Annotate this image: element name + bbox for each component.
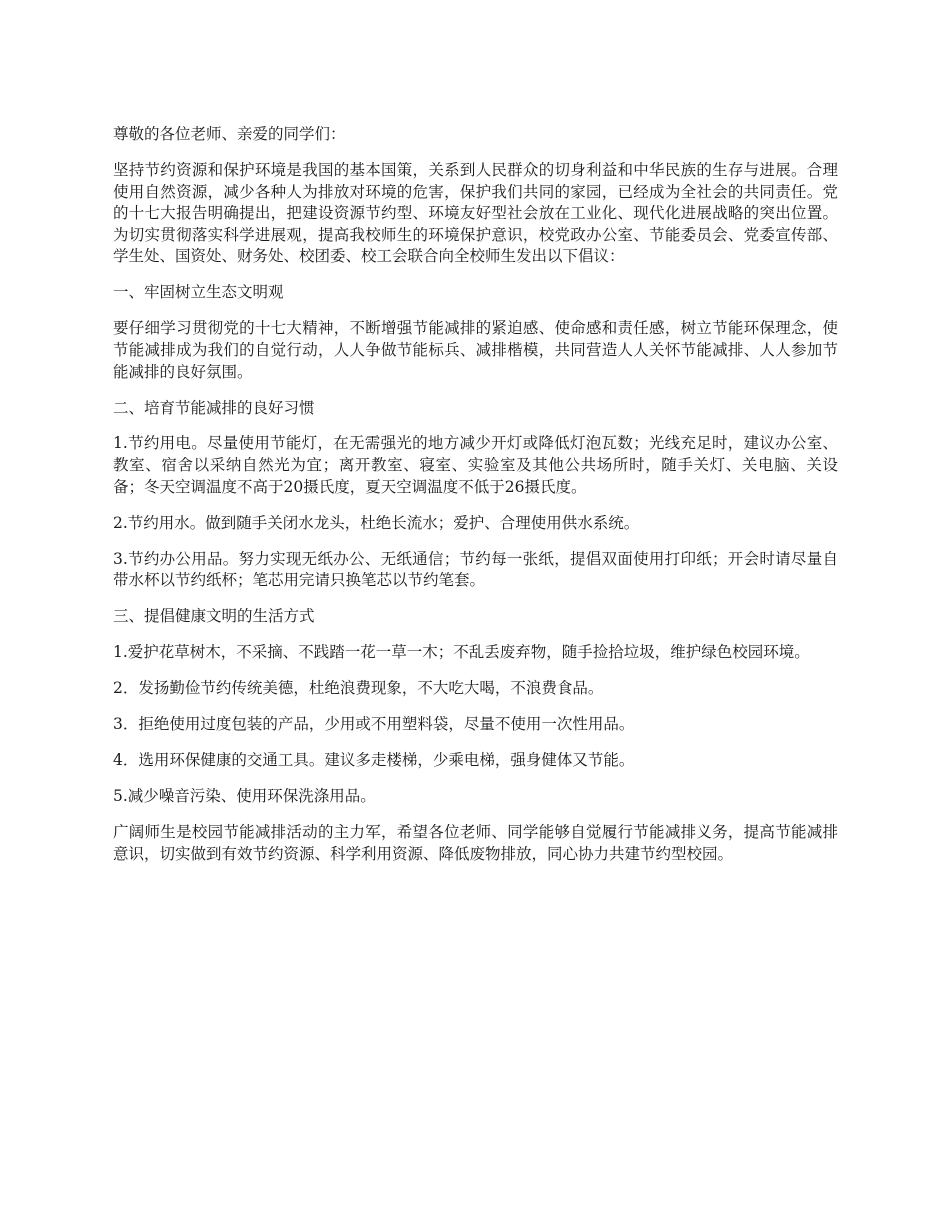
section-heading-3: 三、提倡健康文明的生活方式 [113,607,315,626]
list-item-save-water: 2.节约用水。做到随手关闭水龙头，杜绝长流水；爱护、合理使用供水系统。 [113,513,640,532]
list-item-noise: 5.减少噪音污染、使用环保洗涤用品。 [113,787,376,806]
section-heading-1: 一、牢固树立生态文明观 [113,283,284,302]
list-item-protect-plants: 1.爱护花草树木，不采摘、不践踏一花一草一木；不乱丢废弃物，随手捡拾垃圾，维护绿色校园环境。 [113,643,810,662]
list-item-save-office-supplies: 3.节约办公用品。努力实现无纸办公、无纸通信；节约每一张纸，提倡双面使用打印纸；开会时请尽量自带水杯以节约纸杯；笔芯用完请只换笔芯以节约笔套。 [113,549,838,590]
intro-paragraph: 坚持节约资源和保护环境是我国的基本国策，关系到人民群众的切身利益和中华民族的生存与进展。合理使用自然资源，减少各种人为排放对环境的危害，保护我们共同的家园，已经成为全社会的共同责任。党的十七大报告明确提出，把建设资源节约型、环境友好型社会放在工业化、现代化进展战略的突出位置。为切实贯彻落实科学进展观，提高我校师生的环境保护意识，校党政办公室、节能委员会、党委宣传部、学生处、国资处、财务处、校团委、校工会联合向全校师生发出以下倡议： [113,160,838,266]
list-item-thrift: 2．发扬勤俭节约传统美德，杜绝浪费现象，不大吃大喝，不浪费食品。 [113,679,604,698]
section-body-1: 要仔细学习贯彻党的十七大精神，不断增强节能减排的紧迫感、使命感和责任感，树立节能环保理念，使节能减排成为我们的自觉行动，人人争做节能标兵、减排楷模，共同营造人人关怀节能减排、人人参加节能减排的良好氛围。 [113,319,838,381]
list-item-save-electricity: 1.节约用电。尽量使用节能灯，在无需强光的地方减少开灯或降低灯泡瓦数；光线充足时，建议办公室、教室、宿舍以采纳自然光为宜；离开教室、寝室、实验室及其他公共场所时，随手关灯、关电脑、关设备；冬天空调温度不高于20摄氏度，夏天空调温度不低于26摄氏度。 [113,434,838,496]
greeting: 尊敬的各位老师、亲爱的同学们： [113,125,346,143]
section-heading-2: 二、培育节能减排的良好习惯 [113,398,315,417]
document-page [113,124,838,880]
list-item-transport: 4．选用环保健康的交通工具。建议多走楼梯，少乘电梯，强身健体又节能。 [113,751,635,770]
list-item-packaging: 3．拒绝使用过度包装的产品，少用或不用塑料袋，尽量不使用一次性用品。 [113,715,635,734]
closing-paragraph: 广阔师生是校园节能减排活动的主力军，希望各位老师、同学能够自觉履行节能减排义务，提高节能减排意识，切实做到有效节约资源、科学利用资源、降低废物排放，同心协力共建节约型校园。 [113,823,838,863]
